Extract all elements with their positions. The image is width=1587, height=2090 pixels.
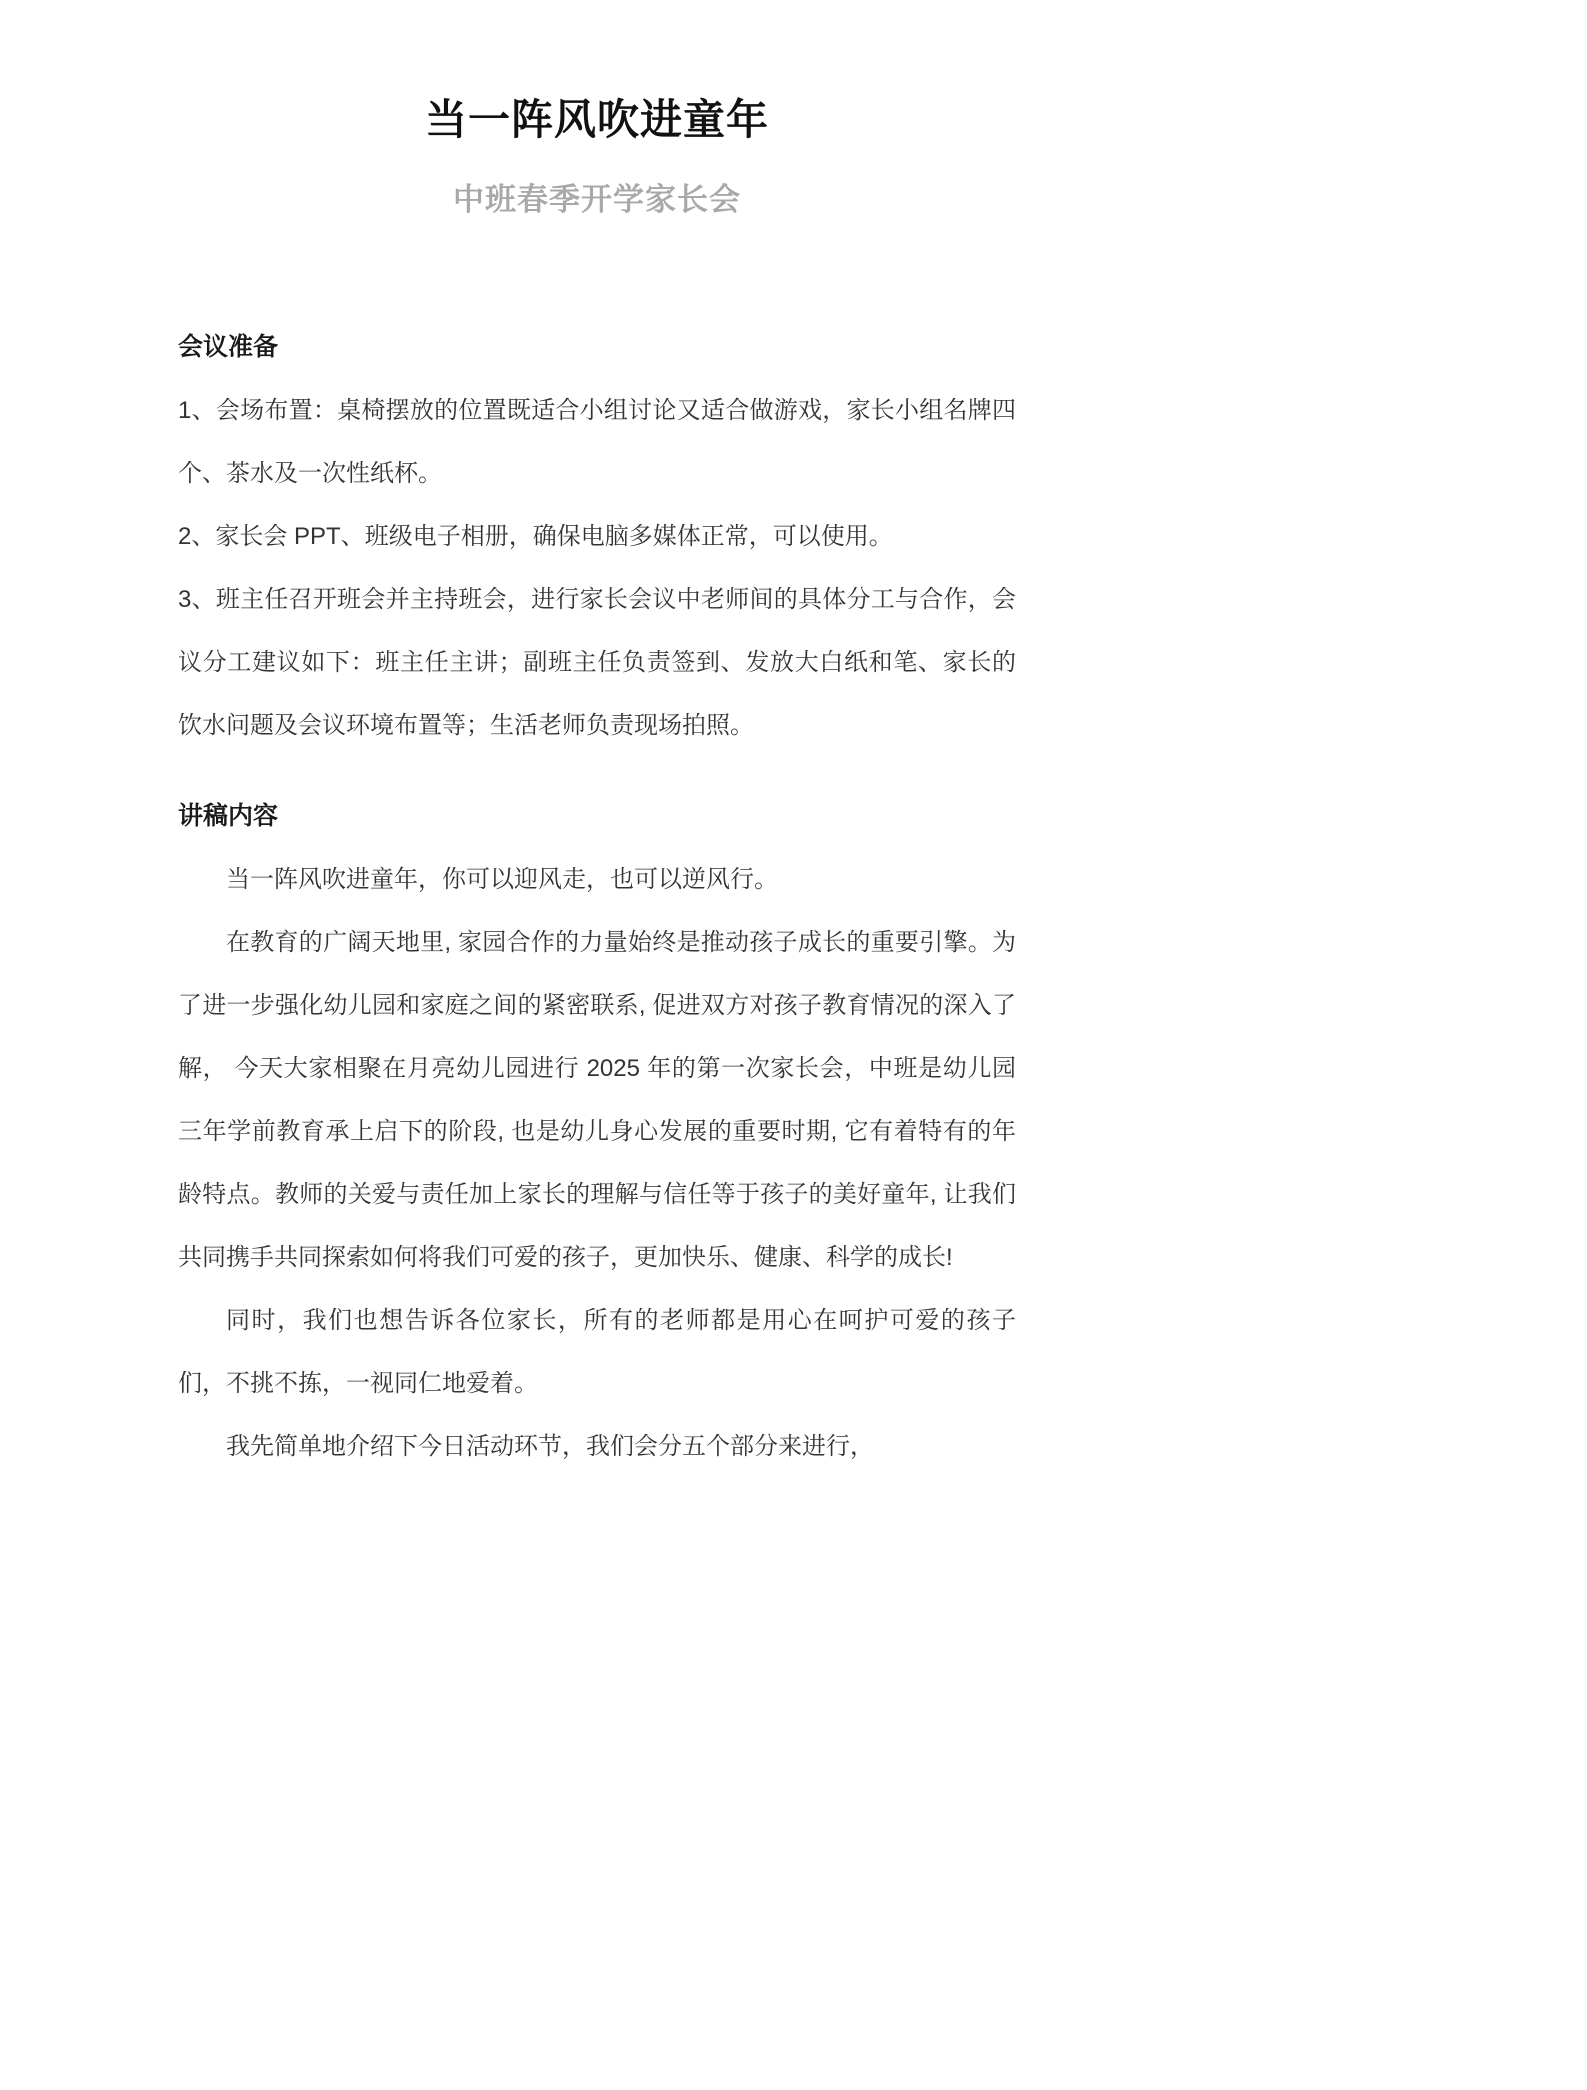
- paragraph-ppt-media: 2、家长会 PPT、班级电子相册，确保电脑多媒体正常，可以使用。: [178, 523, 893, 550]
- paragraph-education-cooperation: 在教育的广阔天地里, 家园合作的力量始终是推动孩子成长的重要引擎。为了进一步强化幼儿园和家庭之间的紧密联系, 促进双方对孩子教育情况的深入了解， 今天大家相聚在月亮幼儿园进行 2025 年的第一次家长会，中班是幼儿园三年学前教育承上启下的阶段, 也是幼儿身心发展的重要时期, 它有着特有的年龄特点。教师的关爱与责任加上家长的理解与信任等于孩子的美好童年, 让我们共同携手共同探索如何将我们可爱的孩子，更加快乐、健康、科学的成长!: [178, 929, 1016, 1271]
- section-meeting-preparation: [178, 316, 1016, 757]
- section-heading-speech-content: 讲稿内容: [178, 802, 279, 830]
- paragraph-opening-line: 当一阵风吹进童年，你可以迎风走，也可以逆风行。: [226, 866, 778, 893]
- document-subtitle: 中班春季开学家长会: [453, 182, 741, 217]
- paragraph-teachers-care: 同时，我们也想告诉各位家长，所有的老师都是用心在呵护可爱的孩子们，不挑不拣，一视同仁地爱着。: [178, 1307, 1016, 1397]
- section-heading-meeting-preparation: 会议准备: [178, 333, 279, 361]
- paragraph-agenda-intro: 我先简单地介绍下今日活动环节，我们会分五个部分来进行，: [226, 1433, 874, 1460]
- document-title: 当一阵风吹进童年: [424, 96, 769, 143]
- document-content: [178, 92, 1016, 1478]
- paragraph-venue-setup: 1、会场布置：桌椅摆放的位置既适合小组讨论又适合做游戏，家长小组名牌四个、茶水及一次性纸杯。: [178, 397, 1016, 487]
- paragraph-teacher-division: 3、班主任召开班会并主持班会，进行家长会议中老师间的具体分工与合作，会议分工建议如下：班主任主讲；副班主任负责签到、发放大白纸和笔、家长的饮水问题及会议环境布置等；生活老师负责现场拍照。: [178, 586, 1016, 739]
- section-speech-content: [178, 785, 1016, 1478]
